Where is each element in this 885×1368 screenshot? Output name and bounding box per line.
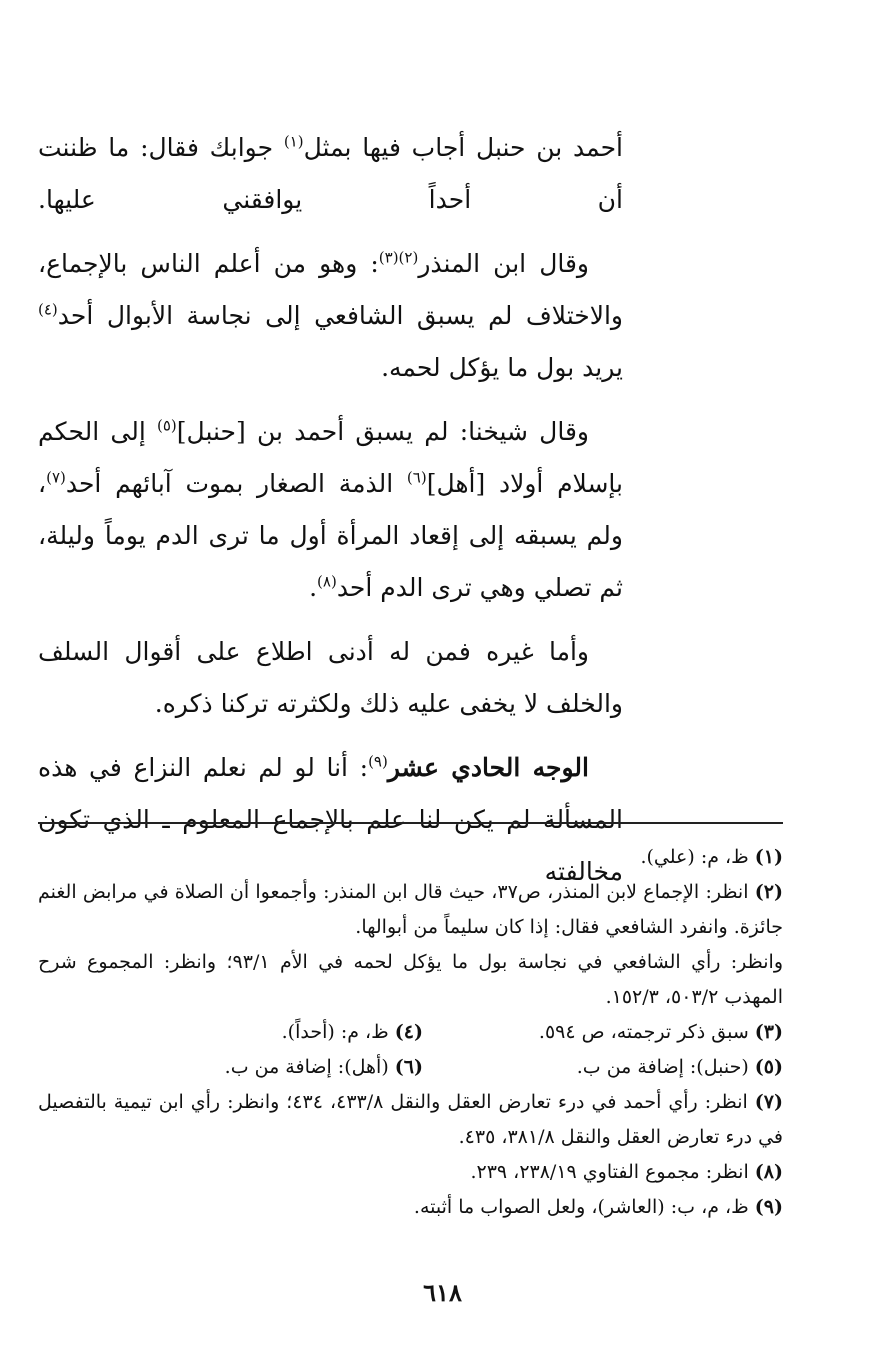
footnote-8 [38, 1155, 783, 1190]
footnote-text: ظ، م، ب: (العاشر)، ولعل الصواب ما أثبته. [413, 1196, 749, 1218]
footnote-text: سبق ذكر ترجمته، ص ٥٩٤. [538, 1021, 749, 1043]
paragraph-3-text-b: إلى الحكم بإسلام أولاد [أهل] [38, 417, 623, 498]
main-text [38, 122, 623, 910]
footnote-text: وانظر: رأي الشافعي في نجاسة بول ما يؤكل لحمه في الأم ٩٣/١؛ وانظر: المجموع شرح المهذب ٥٠٣/٢، ١٥٢/٣. [38, 951, 783, 1008]
footnote-number: (٢) [754, 881, 783, 903]
footnote-7 [38, 1085, 783, 1155]
footnote-6 [63, 1050, 423, 1085]
footnote-ref-9: (٩) [368, 752, 388, 771]
footnote-number: (٧) [754, 1091, 783, 1113]
footnote-2-continued [38, 945, 783, 1015]
footnote-number: (٨) [754, 1161, 783, 1183]
footnote-text: انظر: الإجماع لابن المنذر، ص٣٧، حيث قال ابن المنذر: وأجمعوا أن الصلاة في مرابض الغنم جائزة. وانفرد الشافعي فقال: إذا كان سليماً من أبوالها. [38, 881, 783, 938]
footnote-ref-5: (٥) [157, 416, 177, 435]
footnote-text: ظ، م: (علي). [640, 846, 749, 868]
paragraph-4-text: وأما غيره فمن له أدنى اطلاع على أقوال السلف والخلف لا يخفى عليه ذلك ولكثرته تركنا ذكره. [38, 637, 623, 718]
footnote-ref-4: (٤) [38, 300, 58, 319]
footnote-text: (حنبل): إضافة من ب. [576, 1056, 749, 1078]
footnote-ref-6: (٦) [406, 468, 427, 487]
paragraph-2 [38, 238, 623, 394]
footnote-4 [63, 1015, 423, 1050]
footnote-ref-2-3: (٢)(٣) [378, 248, 419, 267]
paragraph-4 [38, 626, 623, 730]
paragraph-2-text-c: يريد بول ما يؤكل لحمه. [381, 353, 623, 382]
paragraph-2-text-a: وقال ابن المنذر [418, 249, 589, 278]
footnote-row-5-6 [38, 1050, 783, 1085]
paragraph-5-text: : أنا لو لم نعلم النزاع في هذه المسألة لم يكن لنا علم بالإجماع المعلوم ـ الذي تكون مخالفته [38, 753, 623, 886]
section-heading: الوجه الحادي عشر [387, 753, 589, 782]
paragraph-3-text-d: ، ولم يسبقه إلى إقعاد المرأة أول ما ترى الدم يوماً وليلة، ثم تصلي وهي ترى الدم أحد [38, 469, 623, 602]
footnote-1 [38, 840, 783, 875]
footnote-ref-1: (١) [283, 132, 304, 151]
footnote-3 [423, 1015, 783, 1050]
footnote-number: (٥) [754, 1056, 783, 1078]
footnote-divider [38, 822, 783, 824]
paragraph-3-text-c: الذمة الصغار بموت آبائهم أحد [65, 469, 407, 498]
footnote-ref-8: (٨) [317, 572, 337, 591]
footnote-number: (٤) [394, 1021, 423, 1043]
footnote-text: (أهل): إضافة من ب. [224, 1056, 389, 1078]
paragraph-1-text-b: جوابك فقال: ما ظننت أن أحداً يوافقني عليها. [38, 133, 623, 214]
paragraph-3-text-a: وقال شيخنا: لم يسبق أحمد بن [حنبل] [176, 417, 589, 446]
footnote-2 [38, 875, 783, 945]
footnote-ref-7: (٧) [46, 468, 66, 487]
footnote-text: ظ، م: (أحداً). [281, 1021, 389, 1043]
paragraph-1 [38, 122, 623, 226]
footnotes [38, 840, 783, 1225]
paragraph-2-text-b: : وهو من أعلم الناس بالإجماع، والاختلاف لم يسبق الشافعي إلى نجاسة الأبوال أحد [38, 249, 623, 330]
footnote-number: (٣) [754, 1021, 783, 1043]
footnote-5 [423, 1050, 783, 1085]
page-number: ٦١٨ [423, 1278, 462, 1307]
footnote-row-3-4 [38, 1015, 783, 1050]
footnote-text: انظر: مجموع الفتاوي ٢٣٨/١٩، ٢٣٩. [470, 1161, 749, 1183]
footnote-9 [38, 1190, 783, 1225]
paragraph-3-text-e: . [309, 573, 318, 602]
footnote-number: (١) [754, 846, 783, 868]
footnote-text: انظر: رأي أحمد في درء تعارض العقل والنقل ٤٣٣/٨، ٤٣٤؛ وانظر: رأي ابن تيمية بالتفصيل في درء تعارض العقل والنقل ٣٨١/٨، ٤٣٥. [38, 1091, 783, 1148]
paragraph-3 [38, 406, 623, 614]
footnote-number: (٩) [754, 1196, 783, 1218]
footnote-number: (٦) [394, 1056, 423, 1078]
paragraph-1-text-a: أحمد بن حنبل أجاب فيها بمثل [303, 133, 624, 162]
